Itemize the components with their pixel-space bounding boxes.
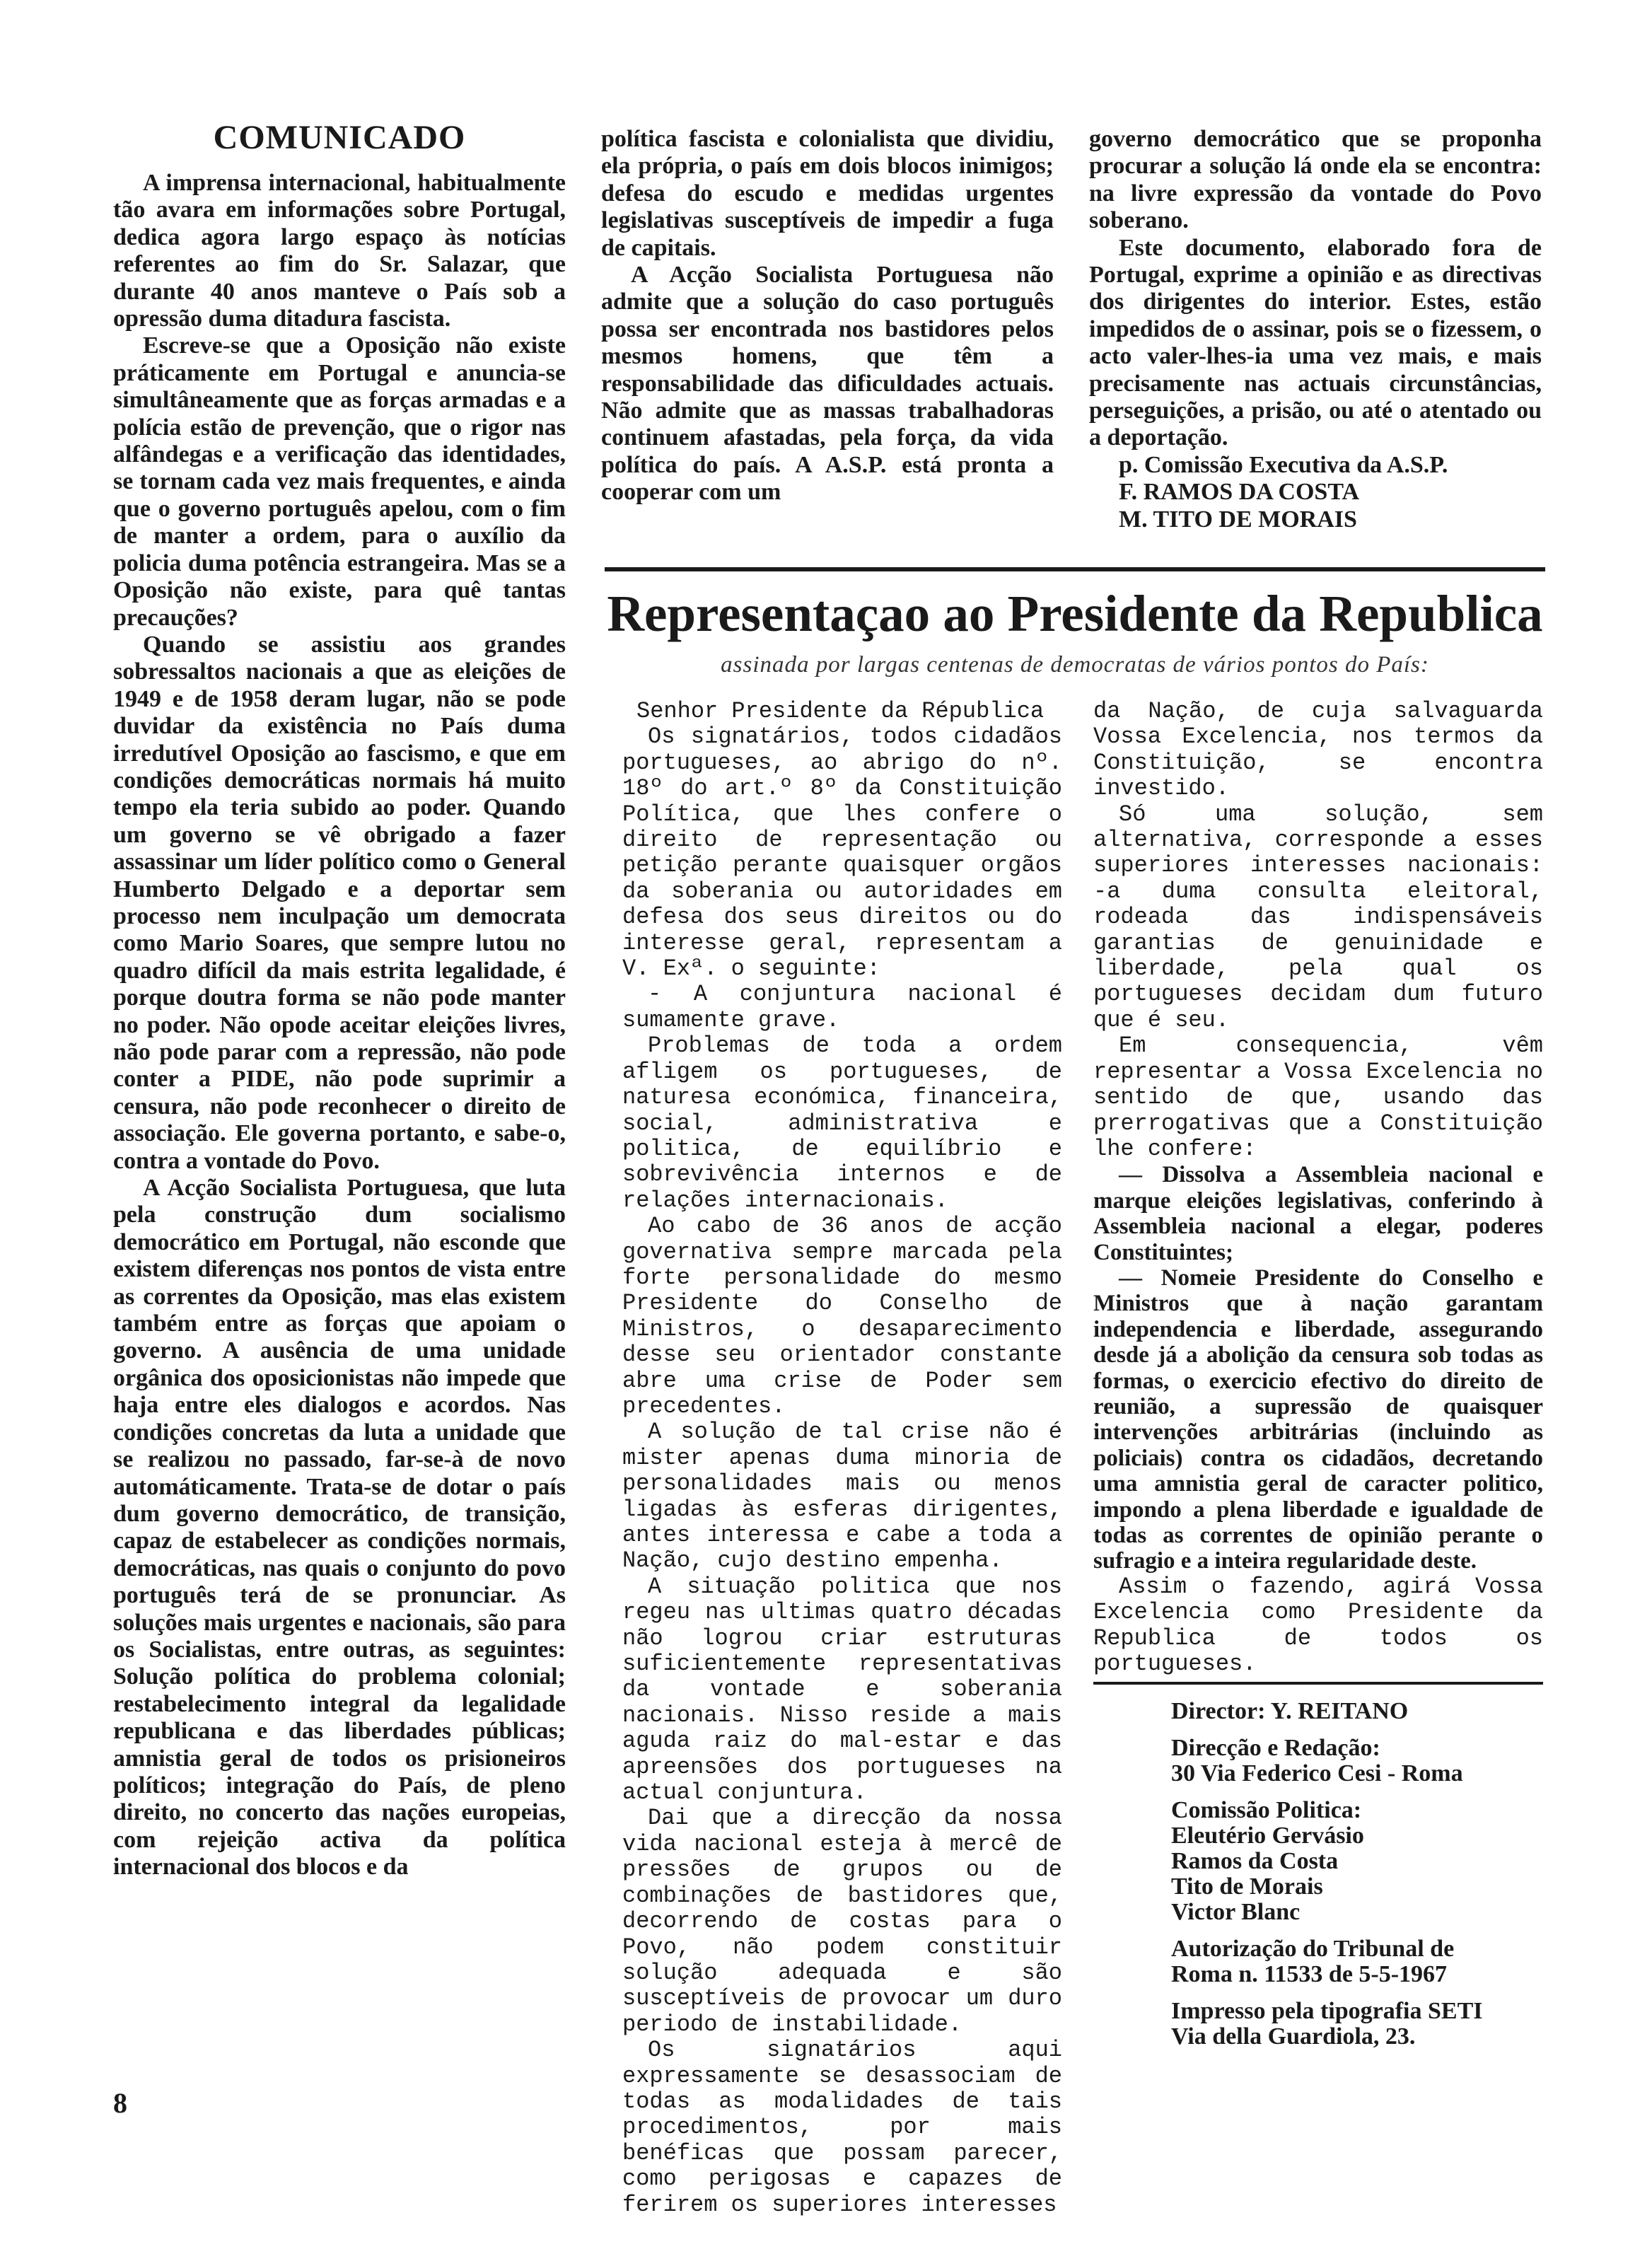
demand-paragraph: — Dissolva a Assembleia nacional e marque eleições legislativas, conferindo à Assembleia nacional a elegar, poderes Constituintes;	[1093, 1162, 1543, 1265]
communique-paragraph: A imprensa internacional, habitualmente tão avara em informações sobre Portugal, dedica agora largo espaço às notícias referentes ao fim do Sr. Salazar, que durante 40 anos manteve o País sob a opressão duma ditadura fascista.	[113, 170, 566, 332]
communique-column-1	[113, 119, 566, 1881]
representation-paragraph: Dai que a direcção da nossa vida nacional esteja à mercê de pressões de grupos ou de combinações de bastidores que, decorrendo de costas para o Povo, não podem constituir solução adequada e são susceptíveis de provocar um duro periodo de instabilidade.	[622, 1805, 1062, 2038]
representation-paragraph: Problemas de toda a ordem afligem os portugueses, de naturesa económica, financeira, social, administrativa e politica, de equilíbrio e sobrevivência internos e de relações internacionais.	[622, 1033, 1062, 1214]
demand-paragraph: — Nomeie Presidente do Conselho e Ministros que à nação garantam independencia e liberdade, assegurando desde já a abolição da censura sob todas as formas, o exercicio efectivo do direito de reunião, a supressão de quaisquer intervenções arbitrárias (incluindo as policiais) contra os cidadãos, decretando uma amnistia geral de caracter politico, impondo a plena liberdade e igualdade de todas as correntes de opinião perante o sufragio e a inteira regularidade deste.	[1093, 1265, 1543, 1574]
representation-paragraph: A solução de tal crise não é mister apenas duma minoria de personalidades mais ou menos ligadas às esferas dirigentes, antes interessa e cabe a toda a Nação, cujo destino empenha.	[622, 1419, 1062, 1574]
representation-title: Representaçao ao Presidente da Republica	[607, 585, 1543, 642]
communique-title: COMUNICADO	[213, 119, 466, 156]
signature-intro: p. Comissão Executiva da A.S.P.	[1119, 451, 1448, 478]
communique-paragraph: Este documento, elaborado fora de Portugal, exprime a opinião e as directivas dos dirigentes do interior. Estes, estão impedidos de o assinar, pois se o fizessem, o acto valer-lhes-ia uma vez mais, e mais precisamente nas actuais circunstâncias, perseguições, a prisão, ou até o atentado ou a deportação.	[1089, 234, 1542, 451]
colophon-authorization: Autorização do Tribunal de	[1171, 1936, 1455, 1962]
representation-subtitle: assinada por largas centenas de democratas de vários pontos do País:	[721, 652, 1429, 678]
communique-paragraph: governo democrático que se proponha procurar a solução lá onde ela se encontra: na livre expressão da vontade do Povo soberano.	[1089, 126, 1542, 234]
representation-paragraph: Os signatários, todos cidadãos portugueses, ao abrigo do nº. 18º do art.º 8º da Constituição Política, que lhes confere o direito de representação ou petição perante quaisquer orgãos da soberania ou autoridades em defesa dos seus direitos ou do interesse geral, representam a V. Exª. o seguinte:	[622, 723, 1062, 982]
representation-paragraph: Os signatários aqui expressamente se desassociam de todas as modalidades de tais procedimentos, por mais benéficas que possam parecer, como perigosas e capazes de ferirem os superiores interesses	[622, 2037, 1062, 2218]
representation-greeting: Senhor Presidente da Républica	[636, 698, 1045, 724]
colophon-member: Ramos da Costa	[1171, 1848, 1339, 1874]
colophon-editorial-address: 30 Via Federico Cesi - Roma	[1171, 1760, 1463, 1786]
representation-paragraph: Em consequencia, vêm representar a Vossa Excelencia no sentido de que, usando das prerrogativas que a Constituição lhe confere:	[1093, 1033, 1543, 1162]
communique-column-3	[1089, 126, 1542, 533]
section-divider	[605, 567, 1545, 571]
signature-name: F. RAMOS DA COSTA	[1119, 479, 1360, 506]
representation-paragraph: A situação politica que nos regeu nas ultimas quatro décadas não logrou criar estruturas suficientemente representativas da vontade e soberania nacionais. Nisso reside a mais aguda raiz do mal-estar e das apreensões dos portugueses na actual conjuntura.	[622, 1573, 1062, 1806]
colophon-member: Victor Blanc	[1171, 1899, 1301, 1925]
colophon-authorization: Roma n. 11533 de 5-5-1967	[1171, 1961, 1448, 1987]
communique-paragraph: Quando se assistiu aos grandes sobressaltos nacionais a que as eleições de 1949 e de 1958 deram lugar, não se pode duvidar da existência no País duma irredutível Oposição ao fascismo, e que em condições democráticas normais há muito tempo ela teria subido ao poder. Quando um governo se vê obrigado a fazer assassinar um líder político como o General Humberto Delgado e a deportar sem processo nem inculpação um democrata como Mario Soares, que sempre lutou no quadro difícil da mais estrita legalidade, é porque doutra forma se não pode manter no poder. Não opode aceitar eleições livres, não pode parar com a repressão, não pode conter a PIDE, não pode suprimir a censura, não pode reconhecer o direito de associação. Ele governa portanto, e sabe-o, contra a vontade do Povo.	[113, 631, 566, 1174]
colophon-member: Tito de Morais	[1171, 1873, 1323, 1900]
colophon-printer: Impresso pela tipografia SETI	[1171, 1998, 1483, 2024]
representation-paragraph: Ao cabo de 36 anos de acção governativa sempre marcada pela forte personalidade do mesmo Presidente do Conselho de Ministros, o desaparecimento desse seu orientador constante abre uma crise de Poder sem precedentes.	[622, 1213, 1062, 1419]
colophon-printer: Via della Guardiola, 23.	[1171, 2023, 1416, 2050]
colophon-editorial-label: Direcção e Redação:	[1171, 1735, 1380, 1761]
colophon-commission-label: Comissão Politica:	[1171, 1797, 1362, 1823]
representation-paragraph: Só uma solução, sem alternativa, corresponde a esses superiores interesses nacionais: -a duma consulta eleitoral, rodeada das indispensáveis garantias de genuinidade e liberdade, pela qual os portugueses decidam dum futuro que é seu.	[1093, 801, 1543, 1033]
signature-name: M. TITO DE MORAIS	[1119, 506, 1357, 533]
representation-column-1	[622, 699, 1062, 2218]
representation-column-2	[1093, 699, 1543, 1677]
page-number: 8	[113, 2087, 127, 2119]
colophon-divider	[1093, 1682, 1543, 1685]
communique-paragraph: A Acção Socialista Portuguesa não admite que a solução do caso português possa ser encontrada nos bastidores pelos mesmos homens, que têm a responsabilidade das dificuldades actuais. Não admite que as massas trabalhadoras continuem afastadas, pela força, da vida política do país. A A.S.P. está pronta a cooperar com um	[601, 262, 1054, 506]
communique-paragraph: Escreve-se que a Oposição não existe práticamente em Portugal e anuncia-se simultâneamente que as forças armadas e a polícia estão de prevenção, que o rigor nas alfândegas e a verificação das identidades, se tornam cada vez mais frequentes, e ainda que o governo português apelou, com o fim de manter a ordem, para o auxílio da policia duma potência estrangeira. Mas se a Oposição não existe, para quê tantas precauções?	[113, 332, 566, 631]
colophon	[1171, 1699, 1567, 2061]
colophon-member: Eleutério Gervásio	[1171, 1823, 1364, 1849]
communique-column-2	[601, 126, 1054, 506]
communique-paragraph: política fascista e colonialista que dividiu, ela própria, o país em dois blocos inimigos; defesa do escudo e medidas urgentes legislativas susceptíveis de impedir a fuga de capitais.	[601, 126, 1054, 261]
communique-paragraph: A Acção Socialista Portuguesa, que luta pela construção dum socialismo democrático em Portugal, não esconde que existem diferenças nos pontos de vista entre as correntes da Oposição, mas elas existem também entre as forças que apoiam o governo. A ausência de uma unidade orgânica dos oposicionistas não impede que haja entre eles dialogos e acordos. Nas condições concretas da luta a unidade que se realizou no passado, far-se-à de novo automáticamente. Trata-se de dotar o país dum governo democrático, de transição, capaz de estabelecer as condições normais, democráticas, nas quais o conjunto do povo português terá de se pronunciar. As soluções mais urgentes e nacionais, são para os Socialistas, entre outras, as seguintes: Solução política do problema colonial; restabelecimento integral da legalidade republicana e das liberdades públicas; amnistia geral de todos os prisioneiros políticos; integração do País, de pleno direito, no concerto das nações europeias, com rejeição activa da política internacional dos blocos e da	[113, 1175, 566, 1881]
representation-paragraph: da Nação, de cuja salvaguarda Vossa Excelencia, nos termos da Constituição, se encontra investido.	[1093, 698, 1543, 802]
representation-paragraph: - A conjuntura nacional é sumamente grave.	[622, 981, 1062, 1033]
representation-closing: Assim o fazendo, agirá Vossa Excelencia como Presidente da Republica de todos os portugueses.	[1093, 1573, 1543, 1678]
colophon-director: Director: Y. REITANO	[1171, 1698, 1409, 1724]
